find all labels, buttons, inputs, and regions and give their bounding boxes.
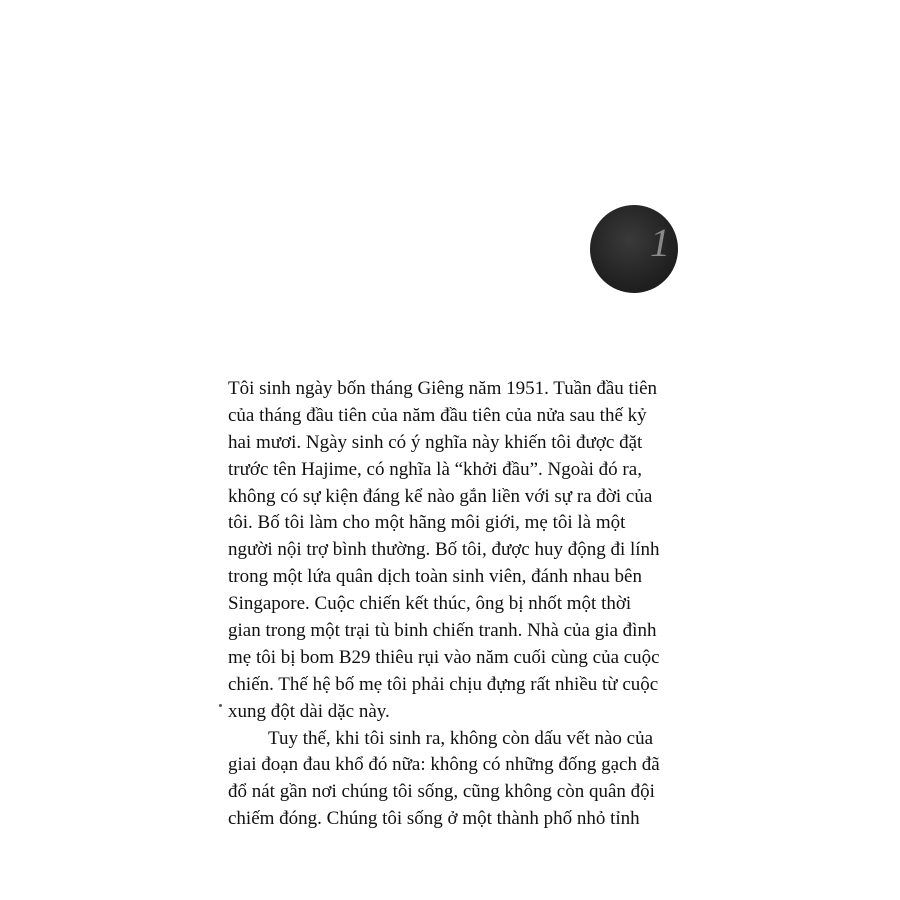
text-line: gian trong một trại tù binh chiến tranh. Nhà của gia đình xyxy=(228,620,657,642)
text-line: tôi. Bố tôi làm cho một hãng môi giới, mẹ tôi là một xyxy=(228,512,626,534)
text-line: chiếm đóng. Chúng tôi sống ở một thành phố nhỏ tỉnh xyxy=(228,808,640,830)
margin-mark xyxy=(219,704,222,707)
text-line: của tháng đầu tiên của năm đầu tiên của nửa sau thế kỷ xyxy=(228,404,647,426)
text-line: người nội trợ bình thường. Bố tôi, được huy động đi lính xyxy=(228,539,660,561)
text-line: giai đoạn đau khổ đó nữa: không có những đống gạch đã xyxy=(228,754,660,776)
body-text xyxy=(228,376,673,833)
text-line: mẹ tôi bị bom B29 thiêu rụi vào năm cuối cùng của cuộc xyxy=(228,646,660,668)
paragraph-2 xyxy=(228,726,673,834)
text-line: chiến. Thế hệ bố mẹ tôi phải chịu đựng rất nhiều từ cuộc xyxy=(228,673,659,695)
text-line: Singapore. Cuộc chiến kết thúc, ông bị nhốt một thời xyxy=(228,593,632,615)
text-line: Tôi sinh ngày bốn tháng Giêng năm 1951. Tuần đầu tiên xyxy=(228,378,658,399)
text-line: trong một lứa quân dịch toàn sinh viên, đánh nhau bên xyxy=(228,566,642,588)
text-line: đổ nát gần nơi chúng tôi sống, cũng không còn quân đội xyxy=(228,781,655,803)
chapter-badge xyxy=(590,205,678,293)
text-line: Tuy thế, khi tôi sinh ra, không còn dấu vết nào của xyxy=(268,727,654,749)
chapter-number: 1 xyxy=(650,220,670,265)
text-line: xung đột dài dặc này. xyxy=(228,700,390,722)
text-line: không có sự kiện đáng kể nào gắn liền với sự ra đời của xyxy=(228,485,653,507)
text-line: hai mươi. Ngày sinh có ý nghĩa này khiến tôi được đặt xyxy=(228,431,643,453)
paragraph-1 xyxy=(228,376,673,726)
text-line: trước tên Hajime, có nghĩa là “khởi đầu”. Ngoài đó ra, xyxy=(228,458,642,480)
